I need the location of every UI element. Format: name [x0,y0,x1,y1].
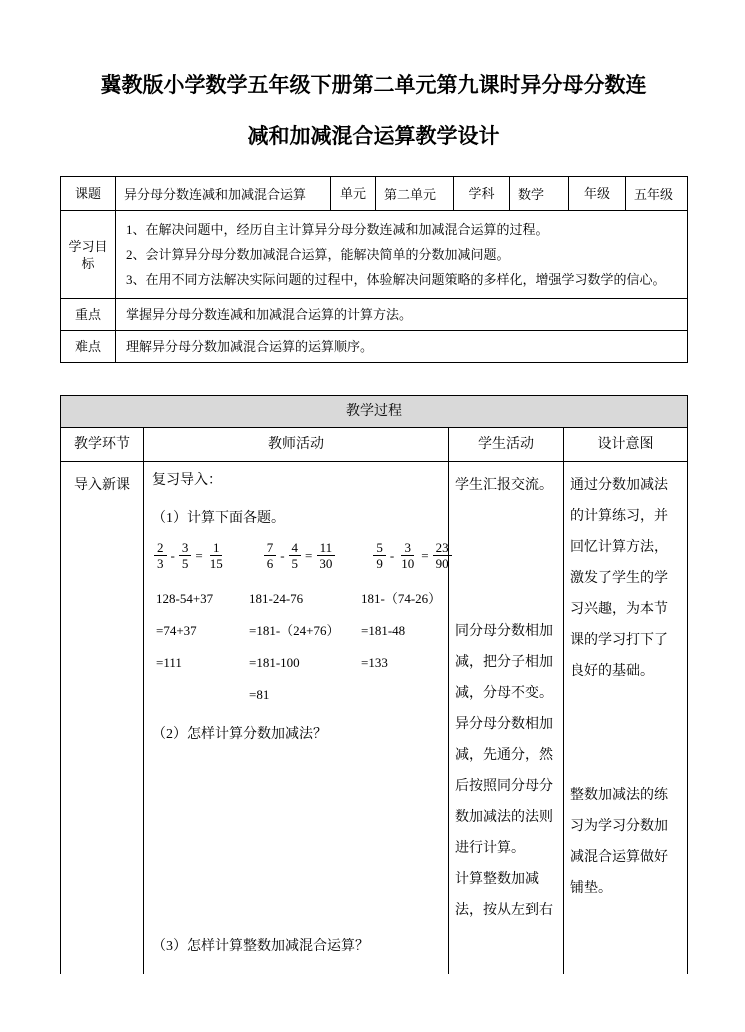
goals-label: 学习目标 [61,211,116,299]
title-line-1: 冀教版小学数学五年级下册第二单元第九课时异分母分数连 [100,74,647,97]
fraction-denominator: 30 [319,556,333,571]
fraction [207,540,226,571]
fraction-denominator: 5 [291,556,299,571]
minus-operator: - [170,547,175,563]
calc-line: =74+37 [156,623,197,638]
fraction-equation [264,540,336,571]
fraction-equation [373,540,451,571]
equals-operator: = [305,547,313,563]
fraction-denominator: 90 [435,556,449,571]
fraction-numerator: 7 [264,540,277,556]
title-line-2: 减和加减混合运算教学设计 [247,125,500,148]
intent-paragraph: 通过分数加减法的计算练习，并回忆计算方法，激发了学生的学习兴趣，为本节课的学习打下了良好的基础。 [570,478,668,679]
fraction-numerator: 3 [179,540,192,556]
process-body-row [61,462,688,974]
fraction [373,540,386,571]
document-title [60,60,687,162]
equals-operator: = [421,547,429,563]
student-paragraph: 学生汇报交流。 [455,478,553,493]
fraction-numerator: 23 [433,540,452,556]
fraction-equation [154,540,226,571]
difficult-point-value: 理解异分母分数加减混合运算的运算顺序。 [116,331,688,363]
calc-line: 181-24-76 [249,591,304,606]
goals-row [61,211,688,299]
fraction [433,540,452,571]
key-point-row [61,299,688,331]
fraction-denominator: 10 [401,556,415,571]
fraction-denominator: 9 [376,556,383,571]
fraction-denominator: 15 [209,556,223,571]
fraction-denominator: 6 [266,556,274,571]
subject-label: 学科 [454,177,510,211]
fraction [179,540,192,571]
calc-line: 181-（74-26） [361,591,442,606]
topic-label: 课题 [61,177,116,211]
goal-item: 1、在解决问题中，经历自主计算异分母分数连减和加减混合运算的过程。 [126,222,549,237]
process-table-title: 教学过程 [61,396,688,428]
teacher-activity-cell [144,462,449,974]
difficult-point-row [61,331,688,363]
difficult-point-label: 难点 [61,331,116,363]
process-column-header-row [61,428,688,462]
calc-line: 128-54+37 [156,591,214,606]
fraction [289,540,302,571]
fraction-numerator: 5 [373,540,386,556]
teacher-task-1: （1）计算下面各题。 [152,511,285,526]
minus-operator: - [389,547,395,563]
fraction-numerator: 2 [154,540,167,556]
integer-work-column [156,583,249,711]
stage-cell: 导入新课 [61,462,144,974]
student-paragraph: 同分母分数相加减，把分子相加减，分母不变。异分母分数相加减，先通分，然后按照同分母分数加减法的法则进行计算。 [455,624,553,856]
integer-work-column [361,583,440,711]
key-point-value: 掌握异分母分数连减和加减混合运算的计算方法。 [116,299,688,331]
subject-value: 数学 [510,177,569,211]
minus-operator: - [280,547,285,563]
equals-operator: = [195,547,203,563]
student-paragraph: 计算整数加减法，按从左到右 [455,872,553,918]
column-header-stage: 教学环节 [61,428,144,462]
column-header-teacher: 教师活动 [144,428,449,462]
fraction [264,540,277,571]
teacher-lead-in: 复习导入： [152,473,222,488]
topic-value: 异分母分数连减和加减混合运算 [116,177,331,211]
calc-line: =181-48 [361,623,406,638]
column-header-student: 学生活动 [449,428,564,462]
fraction-denominator: 3 [157,556,164,571]
calc-line: =133 [361,655,388,670]
key-point-label: 重点 [61,299,116,331]
info-header-row [61,177,688,211]
fraction-exercises [152,540,449,571]
design-intent-cell [564,462,688,974]
fraction [154,540,167,571]
unit-value: 第二单元 [376,177,454,211]
integer-work-column [249,583,361,711]
grade-value: 五年级 [626,177,688,211]
goal-item: 3、在用不同方法解决实际问题的过程中，体验解决问题策略的多样化，增强学习数学的信心。 [126,272,666,287]
fraction [398,540,417,571]
student-activity-cell [449,462,564,974]
fraction-numerator: 4 [289,540,302,556]
grade-label: 年级 [569,177,626,211]
goal-item: 2、会计算异分母分数加减混合运算，能解决简单的分数加减问题。 [126,247,510,262]
calc-line: =181-（24+76） [249,623,340,638]
fraction-numerator: 1 [210,540,223,556]
teaching-process-table [60,395,688,974]
fraction-numerator: 3 [401,540,414,556]
teacher-task-2: （2）怎样计算分数加减法？ [152,727,327,742]
lesson-info-table [60,176,688,363]
column-header-intent: 设计意图 [564,428,688,462]
goals-content [116,211,688,299]
fraction-denominator: 5 [181,556,189,571]
integer-exercises [152,583,440,711]
calc-line: =111 [156,655,182,670]
process-caption-row [61,396,688,428]
intent-paragraph: 整数加减法的练习为学习分数加减混合运算做好铺垫。 [570,788,668,896]
calc-line: =181-100 [249,655,300,670]
fraction-numerator: 11 [317,540,336,556]
calc-line: =81 [249,687,270,702]
teacher-task-3: （3）怎样计算整数加减混合运算？ [152,939,369,954]
unit-label: 单元 [331,177,376,211]
fraction [316,540,335,571]
